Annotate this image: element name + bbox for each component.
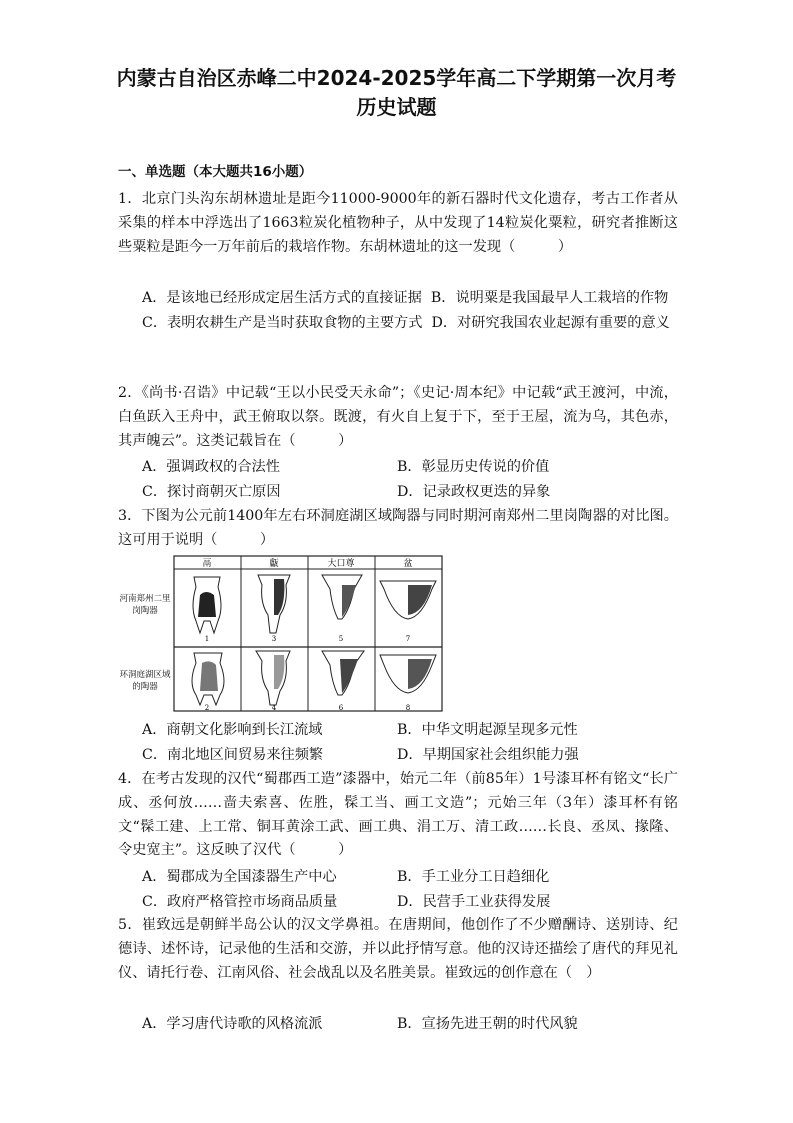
header-li: 鬲	[202, 559, 212, 569]
fig-num-1: 1	[204, 635, 210, 643]
fig-num-4: 4	[271, 704, 277, 712]
pottery-comparison-figure	[118, 555, 444, 713]
option-1a: A．是该地已经形成定居生活方式的直接证据	[142, 290, 422, 306]
header-yan: 甗	[269, 559, 279, 569]
question-4-stem: 4．在考古发现的汉代“蜀郡西工造”漆器中，始元二年（前85年）1号漆耳杯有铭文“长广成、丞何放……啬夫索喜、佐胜，髹工当、画工文造”；元始三年（3年）漆耳杯有铭文“髹工建、上工常、铜耳黄涂工武、画工典、涓工万、清工政……长良、丞凤、掾隆、令史宽主”。这反映了汉代（ ）	[118, 771, 678, 859]
fig-num-8: 8	[405, 704, 411, 712]
header-dakouzun: 大口尊	[327, 559, 355, 569]
option-1a-1b	[142, 286, 678, 311]
option-2a: A．强调政权的合法性	[142, 459, 280, 475]
pottery-dakouzun-zhengzhou	[322, 575, 362, 619]
option-5b: B．宣扬先进王朝的时代风貌	[397, 1016, 578, 1032]
header-pen: 盆	[403, 559, 413, 569]
option-4a: A．蜀郡成为全国漆器生产中心	[142, 869, 337, 885]
option-1b: B．说明粟是我国最早人工栽培的作物	[430, 290, 669, 306]
pottery-li-dongting	[192, 653, 224, 705]
option-4c: C．政府严格管控市场商品质量	[142, 893, 338, 910]
option-2d: D．记录政权更迭的异象	[397, 483, 551, 500]
pottery-pen-zhengzhou	[380, 581, 436, 619]
option-1d: D．对研究我国农业起源有重要的意义	[431, 314, 670, 331]
pottery-li-zhengzhou	[193, 577, 221, 633]
option-1c: C．表明农耕生产是当时获取食物的主要方式	[142, 314, 423, 331]
option-5a: A．学习唐代诗歌的风格流派	[142, 1016, 323, 1032]
option-4b: B．手工业分工日趋细化	[397, 869, 550, 885]
option-3a: A．商朝文化影响到长江流域	[142, 722, 323, 738]
question-3-stem: 3．下图为公元前1400年左右环洞庭湖区域陶器与同时期河南郑州二里岗陶器的对比图。这可用于说明（ ）	[118, 508, 678, 548]
fig-num-7: 7	[405, 635, 411, 643]
option-3b: B．中华文明起源呈现多元性	[397, 722, 578, 738]
fig-num-2: 2	[204, 704, 210, 712]
question-2-options	[142, 455, 678, 504]
fig-num-5: 5	[338, 635, 344, 643]
question-5-stem: 5．崔致远是朝鲜半岛公认的汉文学鼻祖。在唐期间，他创作了不少赠酬诗、送别诗、纪德诗、述怀诗，记录他的生活和交游，并以此抒情写意。他的汉诗还描绘了唐代的拜见礼仪、请托行卷、江南风俗、社会战乱以及名胜美景。崔致远的创作意在（ ）	[118, 917, 678, 981]
option-4d: D．民营手工业获得发展	[397, 893, 551, 910]
page-title: 内蒙古自治区赤峰二中2024-2025学年高二下学期第一次月考历史试题	[116, 66, 677, 119]
row-label-zhengzhou-wrap	[118, 593, 172, 623]
option-2b: B．彰显历史传说的价值	[397, 459, 550, 475]
question-2-stem: 2．《尚书·召诰》中记载“王以小民受天永命”；《史记·周本纪》中记载“武王渡河，中流，白鱼跃入王舟中，武王俯取以祭。既渡，有火自上复于下，至于王屋，流为乌，其色赤，其声魄云”。这类记载旨在（ ）	[118, 385, 678, 449]
question-3-options	[142, 718, 678, 767]
question-1-stem: 1．北京门头沟东胡林遗址是距今11000-9000年的新石器时代文化遗存，考古工作者从采集的样本中浮选出了1663粒炭化植物种子，从中发现了14粒炭化粟粒，研究者推断这些粟粒是距今一万年前后的栽培作物。东胡林遗址的这一发现（ ）	[118, 191, 678, 255]
fig-num-6: 6	[338, 704, 344, 712]
pottery-yan-dongting	[256, 651, 290, 705]
pottery-yan-zhengzhou	[258, 575, 290, 633]
question-1-options	[142, 286, 678, 335]
option-3c: C．南北地区间贸易来往频繁	[142, 746, 324, 763]
question-5-options	[142, 1012, 678, 1037]
fig-num-3: 3	[271, 635, 277, 643]
pottery-pen-dongting	[380, 655, 436, 693]
row-label-dongting-wrap	[118, 669, 172, 699]
row-label-dongting: 环洞庭湖区域的陶器	[119, 670, 171, 692]
row-label-zhengzhou: 河南郑州二里岗陶器	[119, 594, 171, 616]
option-2c: C．探讨商朝灭亡原因	[142, 483, 281, 500]
option-1c-1d	[142, 311, 678, 336]
option-3d: D．早期国家社会组织能力强	[397, 746, 579, 763]
question-4-options	[142, 865, 678, 914]
pottery-dakouzun-dongting	[322, 651, 364, 695]
section-heading: 一、单选题（本大题共16小题）	[118, 164, 313, 180]
